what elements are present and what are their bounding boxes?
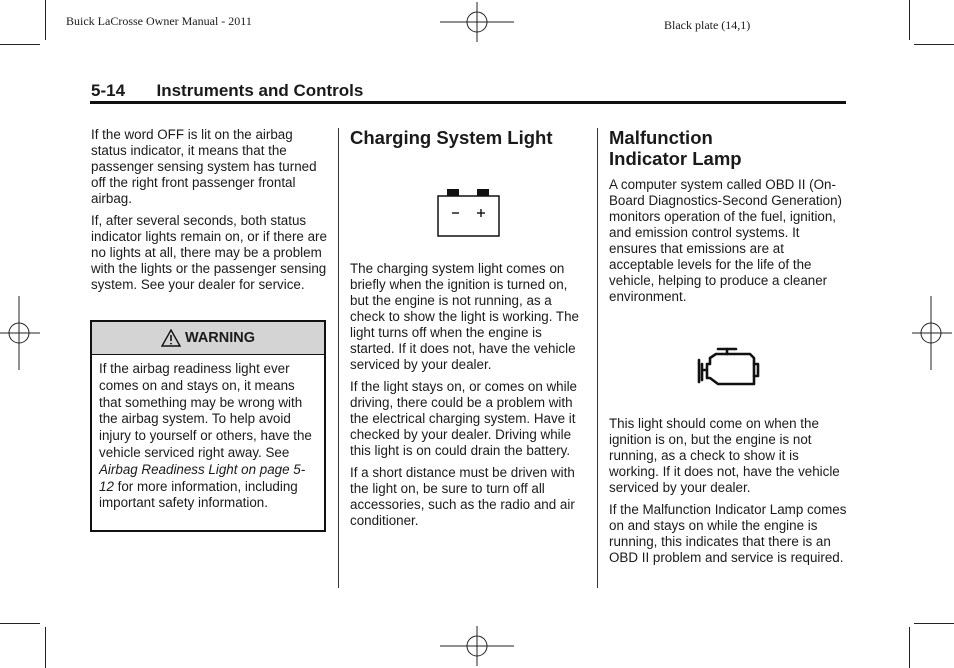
column-rule-2 <box>597 128 598 588</box>
paragraph: If the Malfunction Indicator Lamp comes on and stays on while the engine is running, this indicates that there is an OBD II problem and service is required. <box>609 502 847 565</box>
warning-triangle-icon <box>161 329 181 347</box>
paragraph: If the word OFF is lit on the airbag status indicator, it means that the passenger sensing system has turned off the right front passenger frontal airbag. <box>91 127 317 206</box>
paragraph: This light should come on when the ignition is on, but the engine is not running, as a check to show it is working. If it does not, have the vehicle serviced by your dealer. <box>609 416 840 495</box>
warning-header <box>92 322 324 355</box>
paragraph: The charging system light comes on briefly when the ignition is turned on, but the engine is not running, as a check to show the light is working. The light turns off when the engine is started. If it does not, have the vehicle serviced by your dealer. <box>350 261 579 372</box>
airbag-readiness-link[interactable]: Airbag Readiness Light on page 5-12 <box>99 461 306 494</box>
registration-mark-top <box>440 2 514 42</box>
paragraph: If a short distance must be driven with the light on, be sure to turn off all accessories, such as the radio and air conditioner. <box>350 465 575 528</box>
manual-title: Buick LaCrosse Owner Manual - 2011 <box>66 14 252 28</box>
column-rule-1 <box>338 128 339 588</box>
plate-label: Black plate (14,1) <box>664 18 751 32</box>
column-3 <box>609 127 845 305</box>
running-head <box>91 81 363 101</box>
paragraph: If, after several seconds, both status indicator lights remain on, or if there are no lights at all, there may be a problem with the lights or the passenger sensing system. See your dealer for service. <box>91 213 327 292</box>
registration-mark-right <box>912 296 952 370</box>
registration-mark-left <box>0 296 40 370</box>
warning-box <box>90 320 326 532</box>
warning-text: If the airbag readiness light ever comes on and stays on, it means that something may be wrong with the airbag system. To help avoid injury to yourself or others, have the vehicle serviced right away. See Airbag Readiness Light on page 5-12 for more information, including important safety information. <box>99 361 312 511</box>
engine-icon <box>696 346 762 388</box>
column-2 <box>350 127 586 148</box>
page-number: 5-14 <box>91 81 126 100</box>
warning-label: WARNING <box>184 330 256 346</box>
section-title: Charging System Light <box>350 127 553 148</box>
section-title: Malfunction Indicator Lamp <box>609 127 742 169</box>
battery-icon <box>437 186 501 238</box>
column-2-text <box>350 261 588 529</box>
section-name: Instruments and Controls <box>156 81 364 100</box>
registration-mark-bottom <box>440 626 514 666</box>
column-1 <box>91 127 329 293</box>
column-3-text <box>609 416 847 566</box>
paragraph: If the light stays on, or comes on while driving, there could be a problem with the electrical charging system. Have it checked by your dealer. Driving while this light is on could drain the battery. <box>350 379 578 458</box>
paragraph: A computer system called OBD II (On-Board Diagnostics-Second Generation) monitors operation of the fuel, ignition, and emission control systems. It ensures that emissions are at acceptable levels for the life of the vehicle, helping to produce a cleaner environment. <box>609 177 842 304</box>
head-rule <box>90 101 846 104</box>
